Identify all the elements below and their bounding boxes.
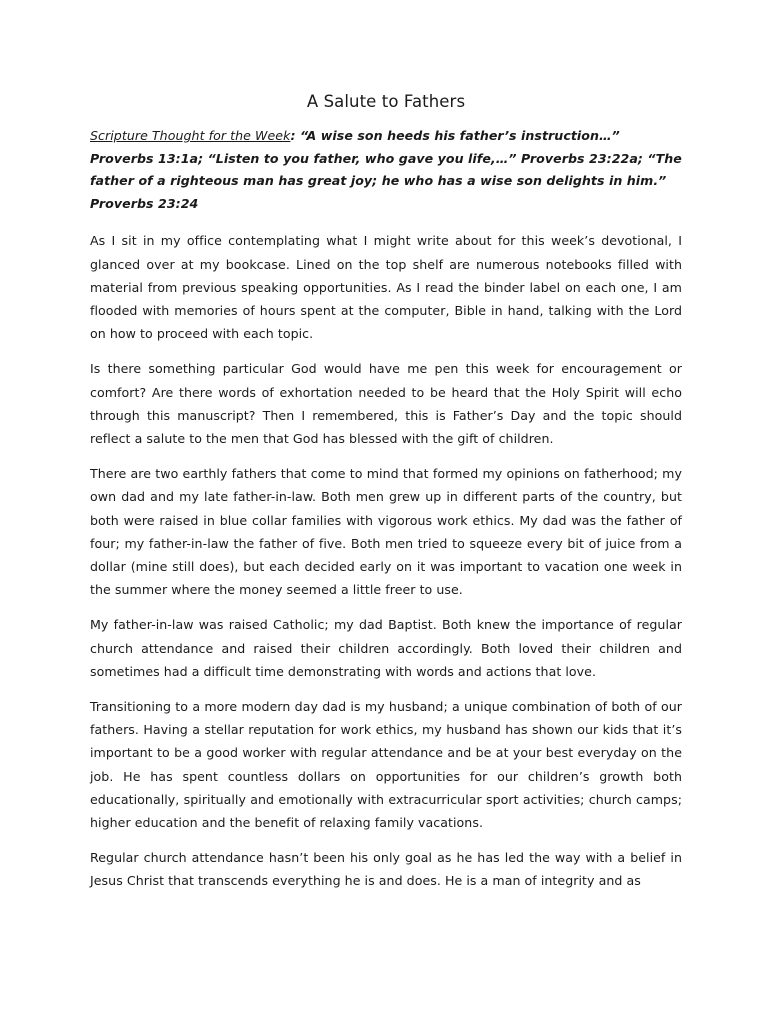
- scripture-label: Scripture Thought for the Week: [90, 128, 291, 143]
- document-page: [90, 92, 682, 905]
- paragraph-3: There are two earthly fathers that come to mind that formed my opinions on fatherhood; my own dad and my late father-in-law. Both men grew up in different parts of the country, but both were raised in blue collar families with vigorous work ethics. My dad was the father of four; my father-in-law the father of five. Both men tried to squeeze every bit of juice from a dollar (mine still does), but each decided early on it was important to vacation one week in the summer where the money seemed a little freer to use.: [90, 466, 682, 598]
- scripture-block: [90, 125, 682, 215]
- document-title: A Salute to Fathers: [306, 92, 466, 111]
- paragraph-4: My father-in-law was raised Catholic; my dad Baptist. Both knew the importance of regular church attendance and raised their children accordingly. Both loved their children and sometimes had a difficult time demonstrating with words and actions that love.: [90, 617, 682, 679]
- paragraph-6: Regular church attendance hasn’t been his only goal as he has led the way with a belief in Jesus Christ that transcends everything he is and does. He is a man of integrity and as: [90, 850, 682, 889]
- scripture-separator: :: [290, 128, 300, 143]
- paragraph-5: Transitioning to a more modern day dad is my husband; a unique combination of both of our fathers. Having a stellar reputation for work ethics, my husband has shown our kids that it’s important to be a good worker with regular attendance and be at your best everyday on the job. He has spent countless dollars on opportunities for our children’s growth both educationally, spiritually and emotionally with extracurricular sport activities; church camps; higher education and the benefit of relaxing family vacations.: [90, 699, 682, 831]
- scripture-text: “A wise son heeds his father’s instruction…” Proverbs 13:1a; “Listen to you father, who gave you life,…” Proverbs 23:22a; “The father of a righteous man has great joy; he who has a wise son delights in him.” Proverbs 23:24: [90, 128, 682, 211]
- paragraph-1: As I sit in my office contemplating what I might write about for this week’s devotional, I glanced over at my bookcase. Lined on the top shelf are numerous notebooks filled with material from previous speaking opportunities. As I read the binder label on each one, I am flooded with memories of hours spent at the computer, Bible in hand, talking with the Lord on how to proceed with each topic.: [90, 233, 682, 342]
- paragraph-2: Is there something particular God would have me pen this week for encouragement or comfort? Are there words of exhortation needed to be heard that the Holy Spirit will echo through this manuscript? Then I remembered, this is Father’s Day and the topic should reflect a salute to the men that God has blessed with the gift of children.: [90, 361, 682, 446]
